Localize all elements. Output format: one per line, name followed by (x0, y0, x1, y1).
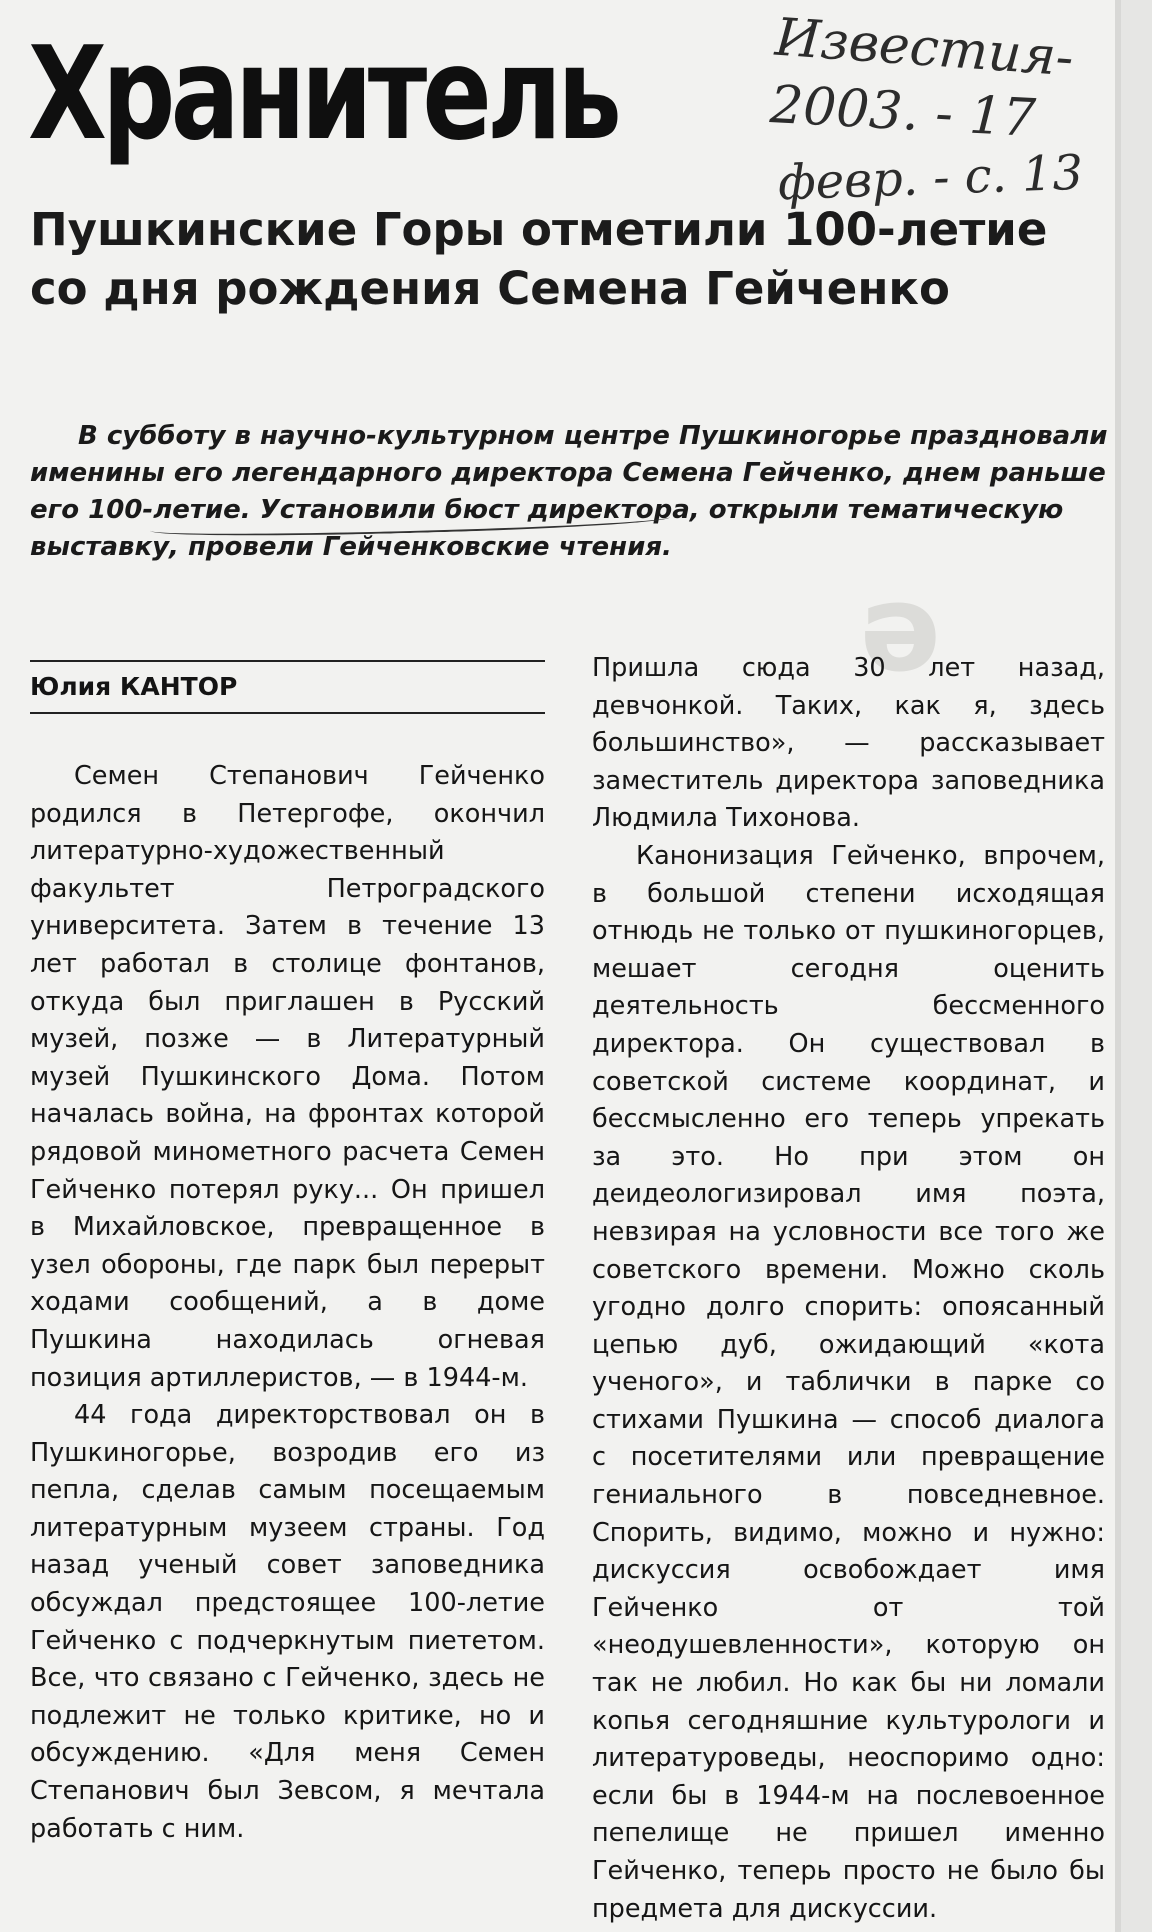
article-headline: Хранитель (28, 20, 618, 169)
handwritten-line-2: 2003. - 17 (768, 75, 1038, 149)
left-paragraph-2: 44 года директорствовал он в Пушкиногорье, возродив его из пепла, сделав самым посещаемым литературным музеем страны. Год назад ученый совет заповедника обсуждал предстоящее 100-летие Гейченко с подчеркнутым пиететом. Все, что связано с Гейченко, здесь не подлежит не только критике, но и обсуждению. «Для меня Семен Степанович был Зевсом, я мечтала работать с ним. (30, 1400, 545, 1844)
right-paragraph-2: Канонизация Гейченко, впрочем, в большой степени исходящая отнюдь не только от пушкиногорцев, мешает сегодня оценить деятельность бессменного директора. Он существовал в советской системе координат, и бессмысленно его теперь упрекать за это. Но при этом он деидеологизировал имя поэта, невзирая на условности все того же советского времени. Можно сколь угодно долго спорить: опоясанный цепью дуб, ожидающий «кота ученого», и таблички в парке со стихами Пушкина — способ диалога с посетителями или превращение гениального в повседневное. Спорить, видимо, можно и нужно: дискуссия освобождает имя Гейченко от той «неодушевленности», которую он так не любил. Но как бы ни ломали копья сегодняшние культурологи и литературоведы, неоспоримо одно: если бы в 1944-м на послевоенное пепелище не пришел именно Гейченко, теперь просто не было бы предмета для дискуссии. (592, 840, 1105, 1924)
show-through-decoration: ǝ (860, 560, 942, 699)
left-paragraph-1: Семен Степанович Гейченко родился в Петергофе, окончил литературно-художественный факультет Петроградского университета. Затем в течение 13 лет работал в столице фонтанов, откуда был приглашен в Русский музей, позже — в Литературный музей Пушкинского Дома. Потом началась война, на фронтах которой рядовой минометного расчета Семен Гейченко потерял руку... Он пришел в Михайловское, превращенное в узел обороны, где парк был перерыт ходами сообщений, а в доме Пушкина находилась огневая позиция артиллеристов, — в 1944-м. (30, 761, 545, 1393)
handwritten-line-1: Известия- (773, 7, 1076, 89)
byline-rule-top (30, 660, 545, 662)
left-column (30, 758, 545, 1848)
handwritten-line-3: февр. - с. 13 (777, 144, 1084, 212)
right-column (592, 650, 1105, 1928)
article-lead: В субботу в научно-культурном центре Пушкиногорье праздновали именины его легендарного директора Семена Гейченко, днем раньше его 100-летие. Установили бюст директора, открыли тематическую выставку, провели Гейченковские чтения. (30, 421, 1108, 562)
right-paragraph-1: Пришла сюда 30 лет назад, девчонкой. Таких, как я, здесь большинство», — рассказывает заместитель директора заповедника Людмила Тихонова. (592, 653, 1105, 834)
article-byline: Юлия КАНТОР (30, 672, 238, 701)
article-subheadline: Пушкинские Горы отметили 100-летие со дня рождения Семена Гейченко (30, 203, 1048, 315)
byline-rule-bottom (30, 712, 545, 714)
